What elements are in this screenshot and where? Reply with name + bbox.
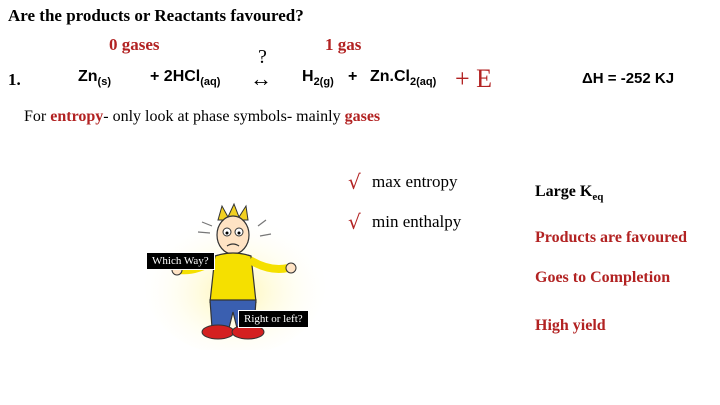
reactant-gas-count: 0 gases <box>109 35 160 54</box>
entropy-note: For entropy- only look at phase symbols- mainly gases <box>24 108 381 125</box>
item-number: 1. <box>8 70 21 89</box>
large-k-label: Large $K_{eq}$ <box>535 183 604 204</box>
check-icon: √ <box>348 210 361 234</box>
max-entropy-label: max entropy <box>372 172 458 191</box>
products-favoured-label: Products are favoured <box>535 229 687 246</box>
reactant-zn: $Zn_{(s)}$ <box>78 68 111 89</box>
slide-title: Are the products or Reactants favoured? <box>8 6 304 25</box>
product-gas-count: 1 gas <box>325 35 362 54</box>
question-mark: ? <box>258 46 267 68</box>
reactant-hcl: + 2HCl$_{(aq)}$ <box>150 68 221 89</box>
delta-h: ΔH = -252 KJ <box>582 70 675 87</box>
high-yield-label: High yield <box>535 317 606 334</box>
product-zncl2: $Zn.Cl_{2(aq)}$ <box>370 68 437 89</box>
product-h2: $H_{2(g)}$ <box>302 68 334 89</box>
speech-bubble-right-or-left: Right or left? <box>238 310 309 328</box>
equation-plus: + <box>348 68 358 85</box>
energy-term: + E <box>455 64 493 93</box>
speech-bubble-which-way: Which Way? <box>146 252 215 270</box>
check-icon: √ <box>348 170 361 194</box>
equilibrium-arrow: ↔ <box>250 66 272 91</box>
min-enthalpy-label: min enthalpy <box>372 212 462 231</box>
completion-label: Goes to Completion <box>535 269 671 286</box>
